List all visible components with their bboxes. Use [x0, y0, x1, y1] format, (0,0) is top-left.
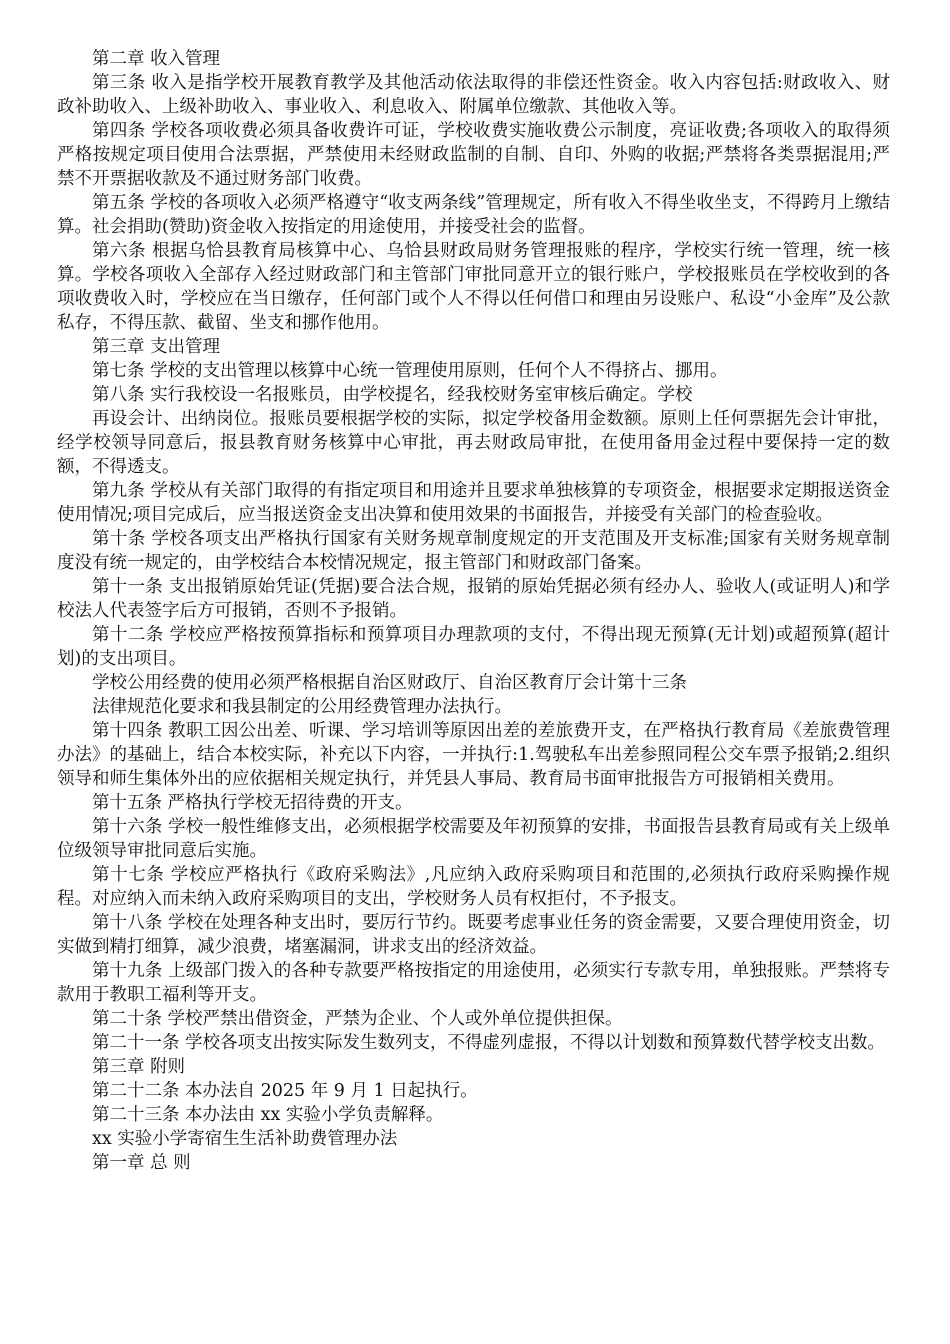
next-document-title: xx 实验小学寄宿生生活补助费管理办法	[92, 1129, 398, 1149]
article-20: 第二十条 学校严禁出借资金，严禁为企业、个人或外单位提供担保。	[92, 1009, 623, 1029]
article-15: 第十五条 严格执行学校无招待费的开支。	[92, 793, 413, 813]
article-9: 第九条 学校从有关部门取得的有指定项目和用途并且要求单独核算的专项资金，根据要求定期报送资金使用情况;项目完成后，应当报送资金支出决算和使用效果的书面报告，并接受有关部门的检查验收。	[57, 481, 890, 525]
article-23: 第二十三条 本办法由 xx 实验小学负责解释。	[92, 1105, 444, 1125]
article-21: 第二十一条 学校各项支出按实际发生数列支，不得虚列虚报，不得以计划数和预算数代替学校支出数。	[92, 1033, 886, 1053]
chapter-heading-supplementary: 第三章 附则	[92, 1057, 186, 1077]
article-19: 第十九条 上级部门拨入的各种专款要严格按指定的用途使用，必须实行专款专用，单独报账。严禁将专款用于教职工福利等开支。	[57, 961, 890, 1005]
chapter-heading-expenditure: 第三章 支出管理	[92, 337, 221, 357]
article-13-part-2: 法律规范化要求和我县制定的公用经费管理办法执行。	[92, 697, 512, 717]
article-5: 第五条 学校的各项收入必须严格遵守“收支两条线”管理规定，所有收入不得坐收坐支，不得跨月上缴结算。社会捐助(赞助)资金收入按指定的用途使用，并接受社会的监督。	[57, 193, 890, 237]
article-11: 第十一条 支出报销原始凭证(凭据)要合法合规，报销的原始凭据必须有经办人、验收人(或证明人)和学校法人代表签字后方可报销，否则不予报销。	[57, 577, 890, 621]
article-18: 第十八条 学校在处理各种支出时，要厉行节约。既要考虑事业任务的资金需要，又要合理使用资金，切实做到精打细算，减少浪费，堵塞漏洞，讲求支出的经济效益。	[57, 913, 890, 957]
article-14: 第十四条 教职工因公出差、听课、学习培训等原因出差的差旅费开支，在严格执行教育局《差旅费管理办法》的基础上，结合本校实际，补充以下内容，一并执行:1.驾驶私车出差参照同程公交车票予报销;2.组织领导和师生集体外出的应依据相关规定执行，并凭县人事局、教育局书面审批报告方可报销相关费用。	[57, 721, 890, 789]
article-16: 第十六条 学校一般性维修支出，必须根据学校需要及年初预算的安排，书面报告县教育局或有关上级单位级领导审批同意后实施。	[57, 817, 890, 861]
article-3: 第三条 收入是指学校开展教育教学及其他活动依法取得的非偿还性资金。收入内容包括:财政收入、财政补助收入、上级补助收入、事业收入、利息收入、附属单位缴款、其他收入等。	[57, 73, 890, 117]
next-chapter-heading: 第一章 总 则	[92, 1153, 191, 1173]
article-8: 第八条 实行我校设一名报账员，由学校提名，经我校财务室审核后确定。学校	[92, 385, 693, 405]
chapter-heading-income: 第二章 收入管理	[92, 49, 221, 69]
article-22: 第二十二条 本办法自 2025 年 9 月 1 日起执行。	[92, 1081, 478, 1101]
article-10: 第十条 学校各项支出严格执行国家有关财务规章制度规定的开支范围及开支标准;国家有关财务规章制度没有统一规定的，由学校结合本校情况规定，报主管部门和财政部门备案。	[57, 529, 890, 573]
article-7: 第七条 学校的支出管理以核算中心统一管理使用原则，任何个人不得挤占、挪用。	[92, 361, 728, 381]
article-8-continued: 再设会计、出纳岗位。报账员要根据学校的实际，拟定学校备用金数额。原则上任何票据先会计审批，经学校领导同意后，报县教育财务核算中心审批，再去财政局审批，在使用备用金过程中要保持一定的数额，不得透支。	[57, 409, 890, 477]
article-6: 第六条 根据乌恰县教育局核算中心、乌恰县财政局财务管理报账的程序，学校实行统一管理，统一核算。学校各项收入全部存入经过财政部门和主管部门审批同意开立的银行账户，学校报账员在学校收到的各项收费收入时，学校应在当日缴存，任何部门或个人不得以任何借口和理由另设账户、私设“小金库”及公款私存，不得压款、截留、坐支和挪作他用。	[57, 241, 890, 333]
article-17: 第十七条 学校应严格执行《政府采购法》,凡应纳入政府采购项目和范围的,必须执行政府采购操作规程。对应纳入而未纳入政府采购项目的支出，学校财务人员有权拒付，不予报支。	[57, 865, 890, 909]
article-13-part-1: 学校公用经费的使用必须严格根据自治区财政厅、自治区教育厅会计第十三条	[92, 673, 687, 693]
article-4: 第四条 学校各项收费必须具备收费许可证，学校收费实施收费公示制度，亮证收费;各项收入的取得须严格按规定项目使用合法票据，严禁使用未经财政监制的自制、自印、外购的收据;严禁将各类票据混用;严禁不开票据收款及不通过财务部门收费。	[57, 121, 890, 189]
article-12: 第十二条 学校应严格按预算指标和预算项目办理款项的支付，不得出现无预算(无计划)或超预算(超计划)的支出项目。	[57, 625, 890, 669]
